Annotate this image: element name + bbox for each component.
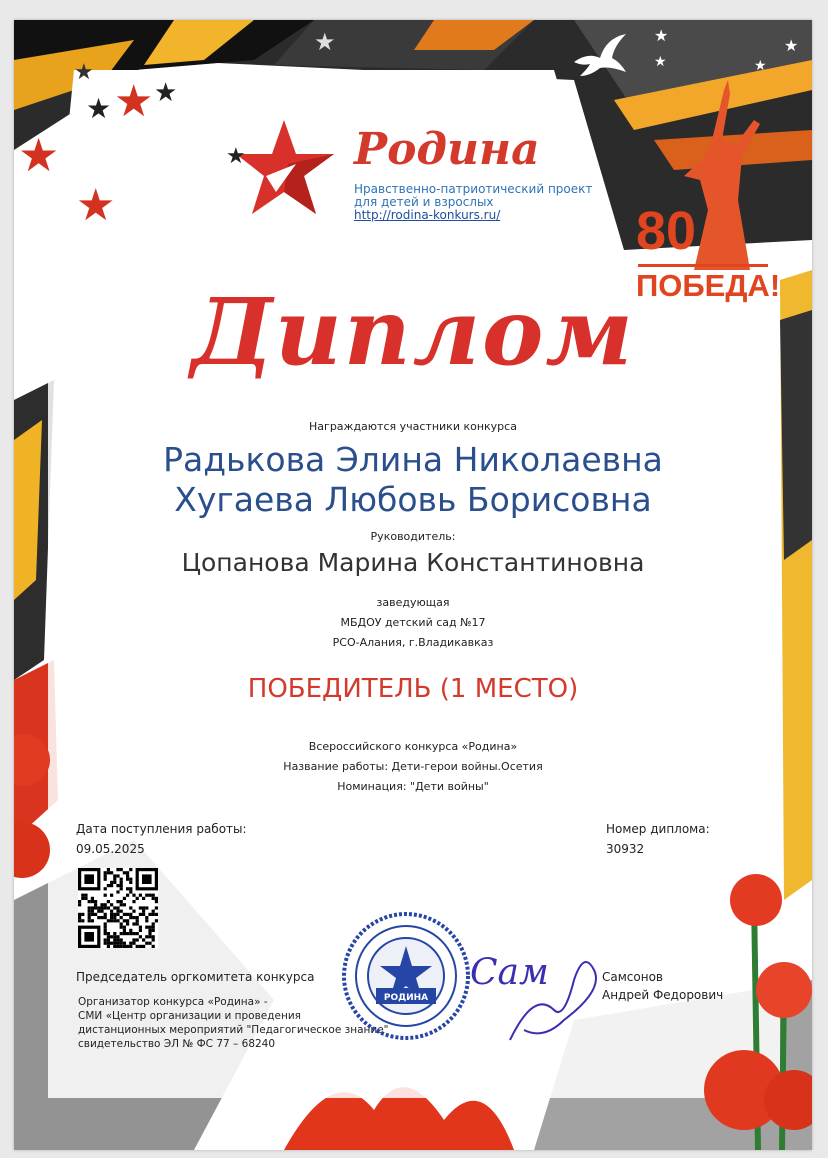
carnation-flowers	[634, 860, 812, 1150]
anniversary-word: ПОБЕДА!	[636, 268, 781, 303]
institution: МБДОУ детский сад №17	[340, 616, 486, 629]
organizer-line: дистанционных мероприятий "Педагогическое знание"	[78, 1024, 389, 1036]
star-icon: ★	[654, 26, 669, 45]
work-title: Название работы: Дети-герои войны.Осетия	[283, 760, 543, 773]
star-icon: ★	[154, 78, 178, 108]
contest-name: Всероссийского конкурса «Родина»	[308, 740, 518, 753]
participant-name: Радькова Элина Николаевна	[163, 440, 663, 479]
anniversary-number: 80	[636, 201, 697, 261]
awarded-label: Награждаются участники конкурса	[309, 420, 517, 433]
diploma-sheet	[14, 20, 812, 1150]
date-value: 09.05.2025	[76, 842, 145, 856]
chairman-label: Председатель оргкомитета конкурса	[76, 970, 315, 984]
location: РСО-Алания, г.Владикавказ	[332, 636, 494, 649]
signer-name: Андрей Федорович	[602, 988, 724, 1002]
left-carnation	[14, 720, 58, 920]
star-icon: ★	[314, 28, 336, 56]
date-label: Дата поступления работы:	[76, 822, 247, 836]
participant-name: Хугаева Любовь Борисовна	[174, 480, 652, 519]
seal-label: РОДИНА	[383, 993, 429, 1003]
signer-surname: Самсонов	[602, 970, 663, 984]
project-description-line1: Нравственно-патриотический проект	[354, 182, 593, 196]
diploma-title: Диплом	[191, 278, 635, 386]
organizer-line: свидетельство ЭЛ № ФС 77 – 68240	[78, 1038, 276, 1050]
diploma-number-label: Номер диплома:	[606, 822, 710, 836]
signature-stroke	[504, 950, 614, 1050]
leader-label: Руководитель:	[370, 530, 456, 543]
nomination: Номинация: "Дети войны"	[337, 780, 489, 793]
diploma-number-value: 30932	[606, 842, 645, 856]
project-url-link[interactable]: http://rodina-konkurs.ru/	[354, 208, 501, 222]
signature: Сам	[470, 952, 549, 993]
star-icon: ★	[784, 36, 799, 55]
leader-name: Цопанова Марина Константиновна	[181, 548, 645, 577]
rodina-logo-star-icon	[236, 116, 336, 220]
dove-icon	[570, 32, 630, 82]
seal-stamp	[340, 910, 472, 1042]
qr-code[interactable]	[78, 868, 158, 948]
star-icon: ★	[114, 76, 154, 127]
organizer-line: Организатор конкурса «Родина» -	[78, 996, 268, 1008]
star-icon: ★	[654, 54, 667, 70]
organizer-line: СМИ «Центр организации и проведения	[78, 1010, 301, 1022]
star-icon: ★	[754, 58, 767, 74]
star-icon: ★	[76, 180, 116, 231]
star-icon: ★	[18, 128, 60, 182]
star-icon: ★	[86, 92, 112, 125]
brand-name: Родина	[354, 124, 540, 175]
leader-position: заведующая	[376, 596, 450, 609]
small-star-icon: ★	[226, 144, 246, 169]
result-title: ПОБЕДИТЕЛЬ (1 МЕСТО)	[247, 674, 579, 704]
star-icon: ★	[74, 60, 94, 85]
project-description-line2: для детей и взрослых	[354, 195, 494, 209]
badge-divider	[638, 264, 768, 267]
